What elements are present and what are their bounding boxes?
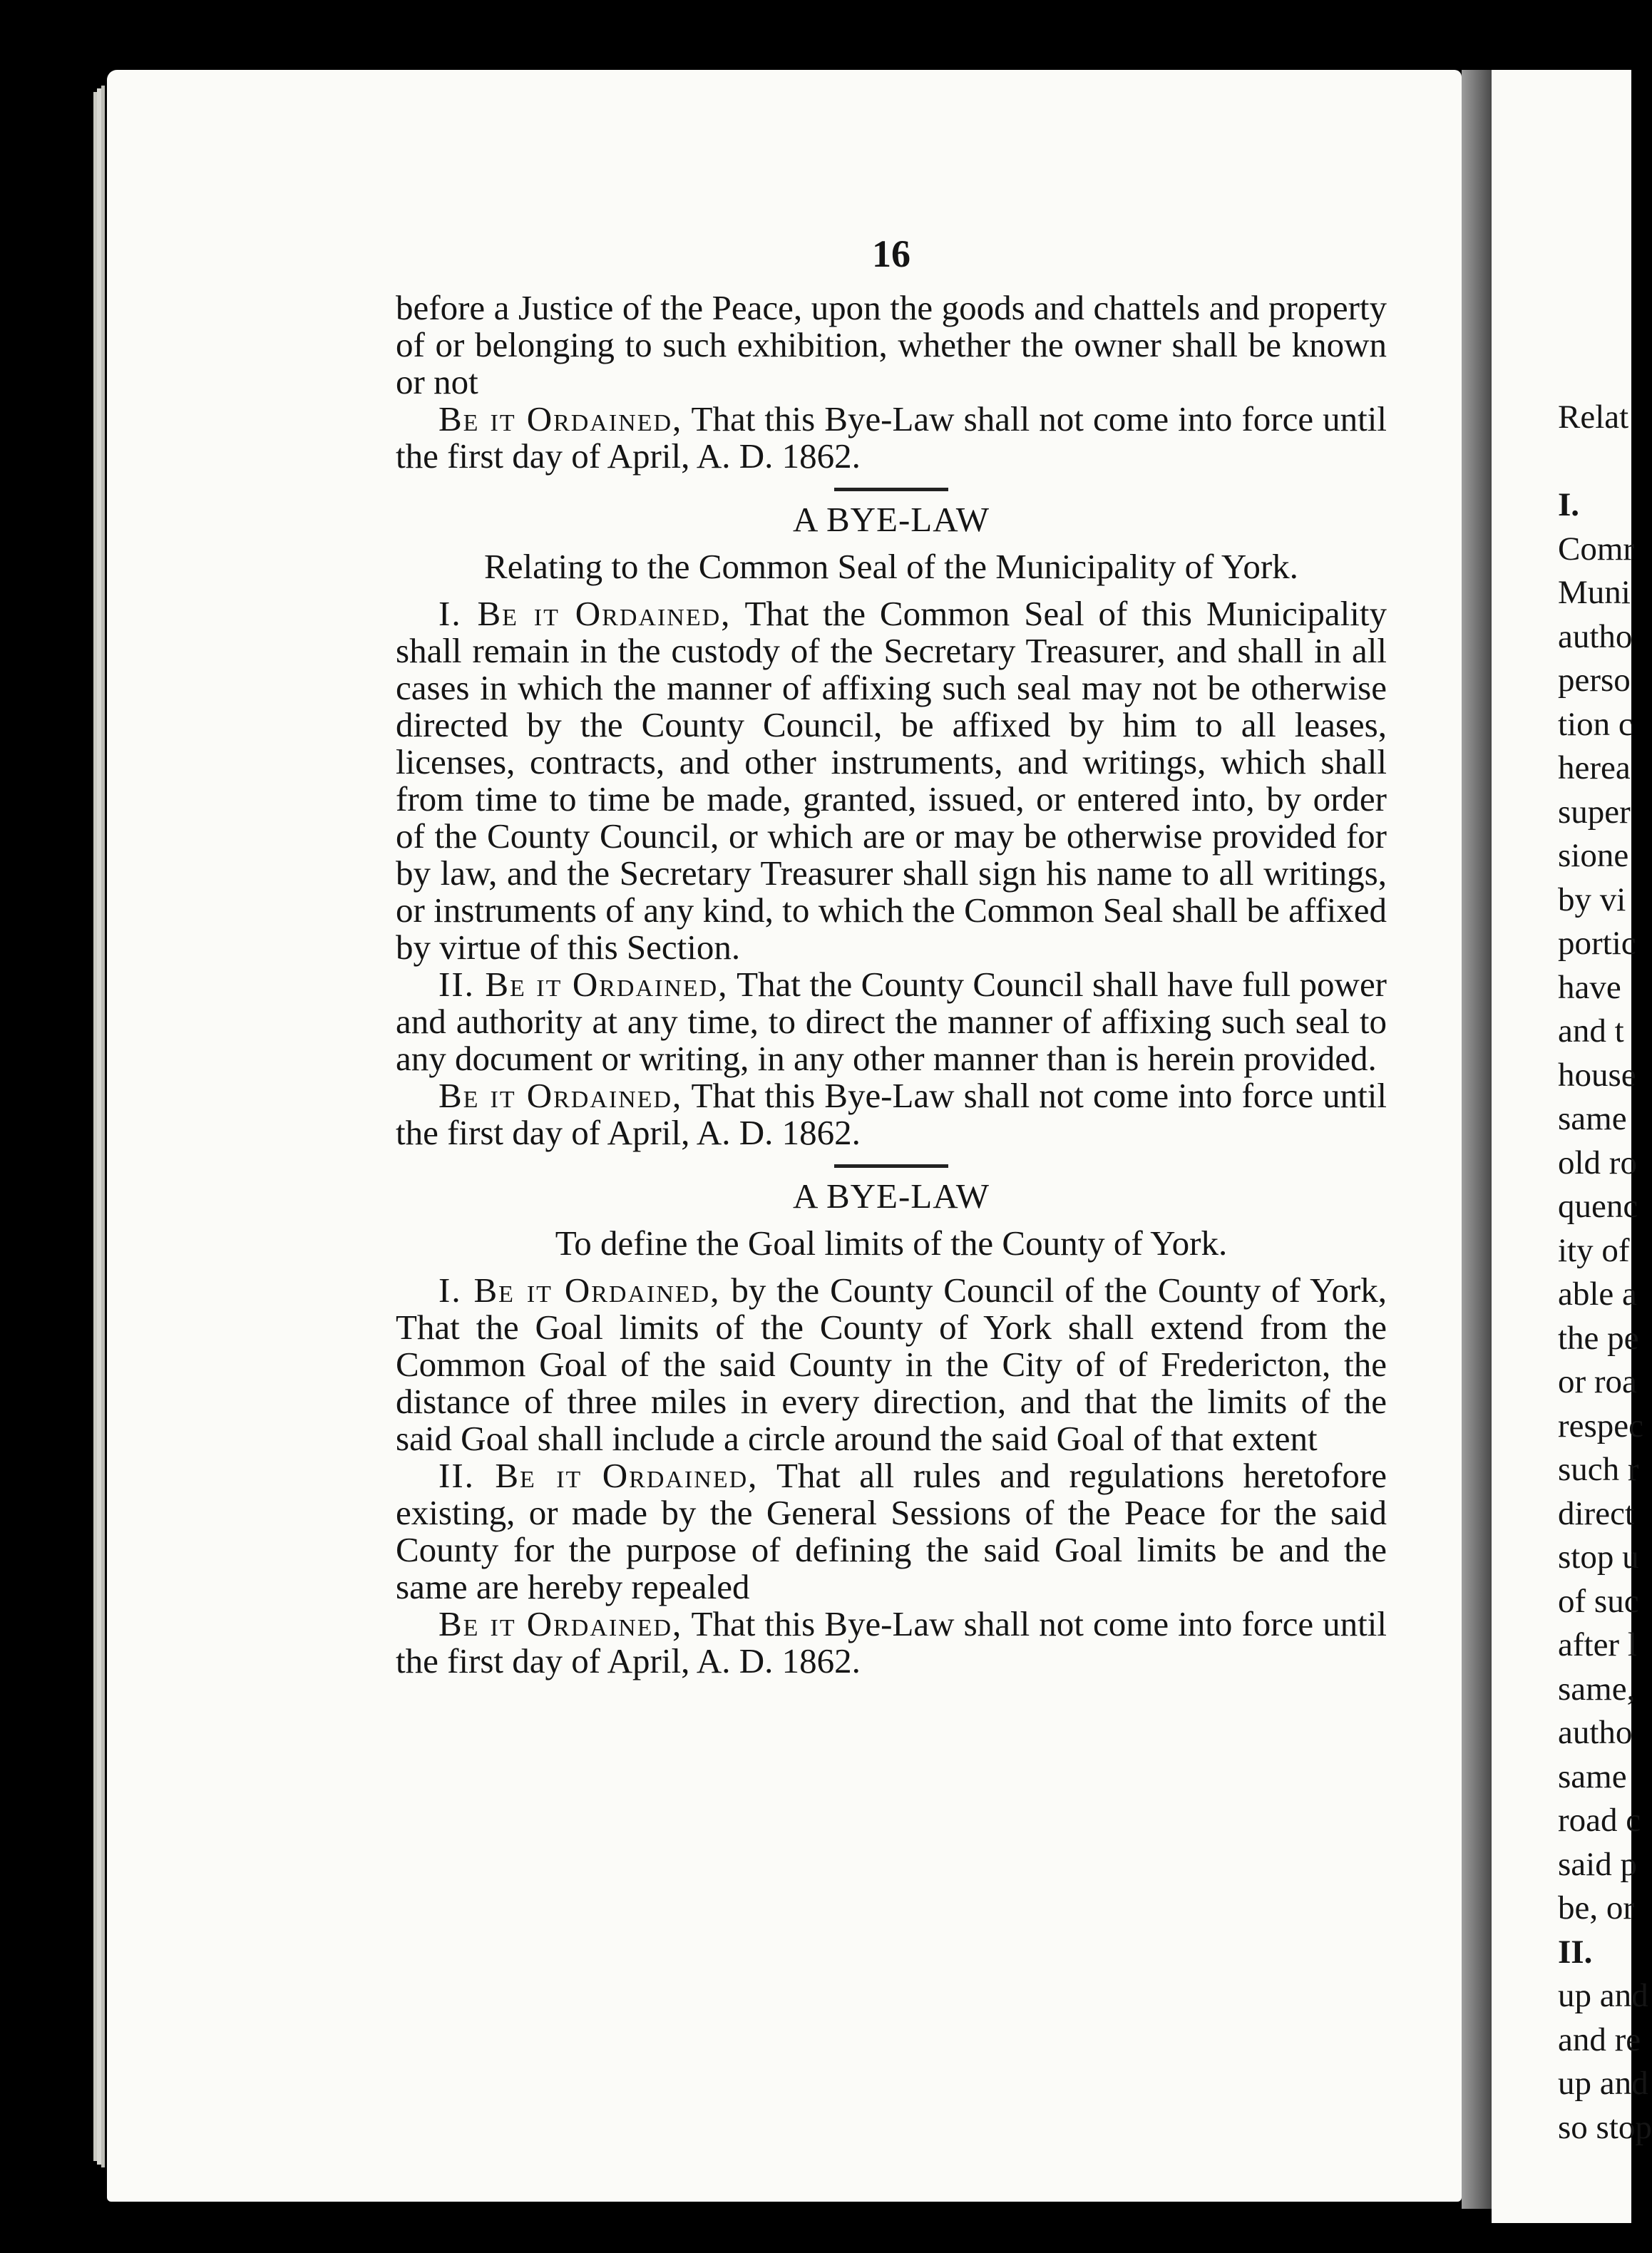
right-page-line: perso <box>1558 662 1631 699</box>
right-page-line: of suc <box>1558 1582 1639 1620</box>
ordained-label: I. Be it Ordained, <box>438 1271 721 1310</box>
right-page-line: same, <box>1558 1670 1636 1708</box>
intro-effective-clause <box>396 401 1387 475</box>
ordained-label: Be it Ordained, <box>438 399 683 438</box>
bylaw-section <box>396 966 1387 1077</box>
ordained-label: I. Be it Ordained, <box>438 594 732 633</box>
right-page-line: road c <box>1558 1802 1641 1839</box>
section-text: That the Common Seal of this Municipality shall remain in the custody of the Secretary Treasurer, and shall in all cases in which the manner of affixing such seal may not be otherwise directed by the County Council, be affixed by him to all leases, licenses, contracts, and other instruments, and writings, which shall from time to time be made, granted, issued, or entered into, by order of the County Council, or which are or may be otherwise provided for by law, and the Secretary Treasurer shall sign his name to all writings, or instruments of any kind, to which the Common Seal shall be affixed by virtue of this Section. <box>396 594 1387 967</box>
left-page-text <box>396 232 1387 1680</box>
right-page-line: ity of <box>1558 1231 1630 1269</box>
right-page-line: house <box>1558 1056 1636 1094</box>
right-page-fragments <box>1558 396 1652 2150</box>
section-text: That the County Council shall have full power and authority at any time, to direct the manner of affixing such seal to any document or writing, in any other manner than is herein provided. <box>396 965 1387 1078</box>
right-page-line: sione <box>1558 837 1629 874</box>
right-page-line: so stop <box>1558 2108 1652 2146</box>
right-page-line: Muni <box>1558 574 1631 611</box>
bylaw-section <box>396 1457 1387 1606</box>
bylaw-subtitle: Relating to the Common Seal of the Municipality of York. <box>484 547 1298 586</box>
right-page-line: and t <box>1558 1012 1624 1049</box>
section-text: That all rules and regulations heretofore existing, or made by the General Sessions of the Peace for the said County for the purpose of defining the said Goal limits be and the same are hereby repealed <box>396 1456 1387 1606</box>
right-page-line: able a <box>1558 1276 1637 1313</box>
right-page-line: the pe <box>1558 1319 1639 1357</box>
right-page-line: autho <box>1558 617 1633 655</box>
bylaw-subtitle: To define the Goal limits of the County of York. <box>555 1223 1228 1263</box>
right-page-line: respec <box>1558 1407 1644 1444</box>
right-page-line: II. <box>1558 1933 1593 1971</box>
right-page-line: up and <box>1558 2065 1648 2102</box>
right-page-line: portic <box>1558 925 1636 962</box>
right-page-line: stop u <box>1558 1539 1639 1576</box>
right-page-line: up and <box>1558 1977 1648 2014</box>
right-page-line: same <box>1558 1757 1627 1795</box>
effective-clause <box>396 1077 1387 1151</box>
section-text: by the County Council of the County of York, That the Goal limits of the County of York shall extend from the Common Goal of the said County in the City of of Fredericton, the distance of three miles in every direction, and that the limits of the said Goal shall include a circle around the said Goal of that extent <box>396 1271 1387 1458</box>
section-divider <box>834 488 948 491</box>
right-page-line: old ro <box>1558 1144 1637 1181</box>
right-page-line: be, or <box>1558 1889 1635 1926</box>
right-page-line: such r <box>1558 1451 1639 1488</box>
right-page-line: by vi <box>1558 881 1626 918</box>
effective-clause <box>396 1606 1387 1680</box>
intro-effective-text: That this Bye-Law shall not come into force until the first day of April, A. D. 1862. <box>396 399 1387 476</box>
page-number: 16 <box>872 232 910 275</box>
ordained-label: II. Be it Ordained, <box>438 965 729 1004</box>
right-page-line: I. <box>1558 486 1580 523</box>
right-page-line: and re <box>1558 2021 1641 2058</box>
ordained-label: Be it Ordained, <box>438 1604 683 1643</box>
right-page-line: Comr <box>1558 530 1635 568</box>
right-page-line: Relat <box>1558 399 1629 436</box>
right-page-line: said p <box>1558 1845 1637 1883</box>
right-page-line: direct <box>1558 1494 1634 1532</box>
bylaw-heading: A BYE-LAW <box>793 1176 990 1216</box>
bylaw-section <box>396 1272 1387 1457</box>
right-page-line: or roa <box>1558 1363 1637 1400</box>
right-page-line: hereа <box>1558 749 1631 786</box>
right-page-line: tion c <box>1558 705 1633 743</box>
section-divider <box>834 1164 948 1168</box>
ordained-label: II. Be it Ordained, <box>438 1456 759 1495</box>
effective-text: That this Bye-Law shall not come into force until the first day of April, A. D. 1862. <box>396 1076 1387 1152</box>
right-page-line: after l <box>1558 1626 1637 1663</box>
right-page-line <box>1558 440 1652 484</box>
bylaw-heading: A BYE-LAW <box>793 500 990 539</box>
bylaw-section <box>396 595 1387 966</box>
right-page-line: autho <box>1558 1714 1633 1751</box>
right-page-line: quenc <box>1558 1188 1638 1225</box>
right-page-line: same <box>1558 1100 1627 1137</box>
book-gutter <box>1462 70 1492 2209</box>
ordained-label: Be it Ordained, <box>438 1076 683 1115</box>
right-page-line: super <box>1558 793 1631 831</box>
effective-text: That this Bye-Law shall not come into force until the first day of April, A. D. 1862. <box>396 1604 1387 1680</box>
continuation-paragraph: before a Justice of the Peace, upon the goods and chattels and property of or belonging to such exhibition, whether the owner shall be known or not <box>396 288 1387 401</box>
right-page-line: have <box>1558 968 1621 1006</box>
